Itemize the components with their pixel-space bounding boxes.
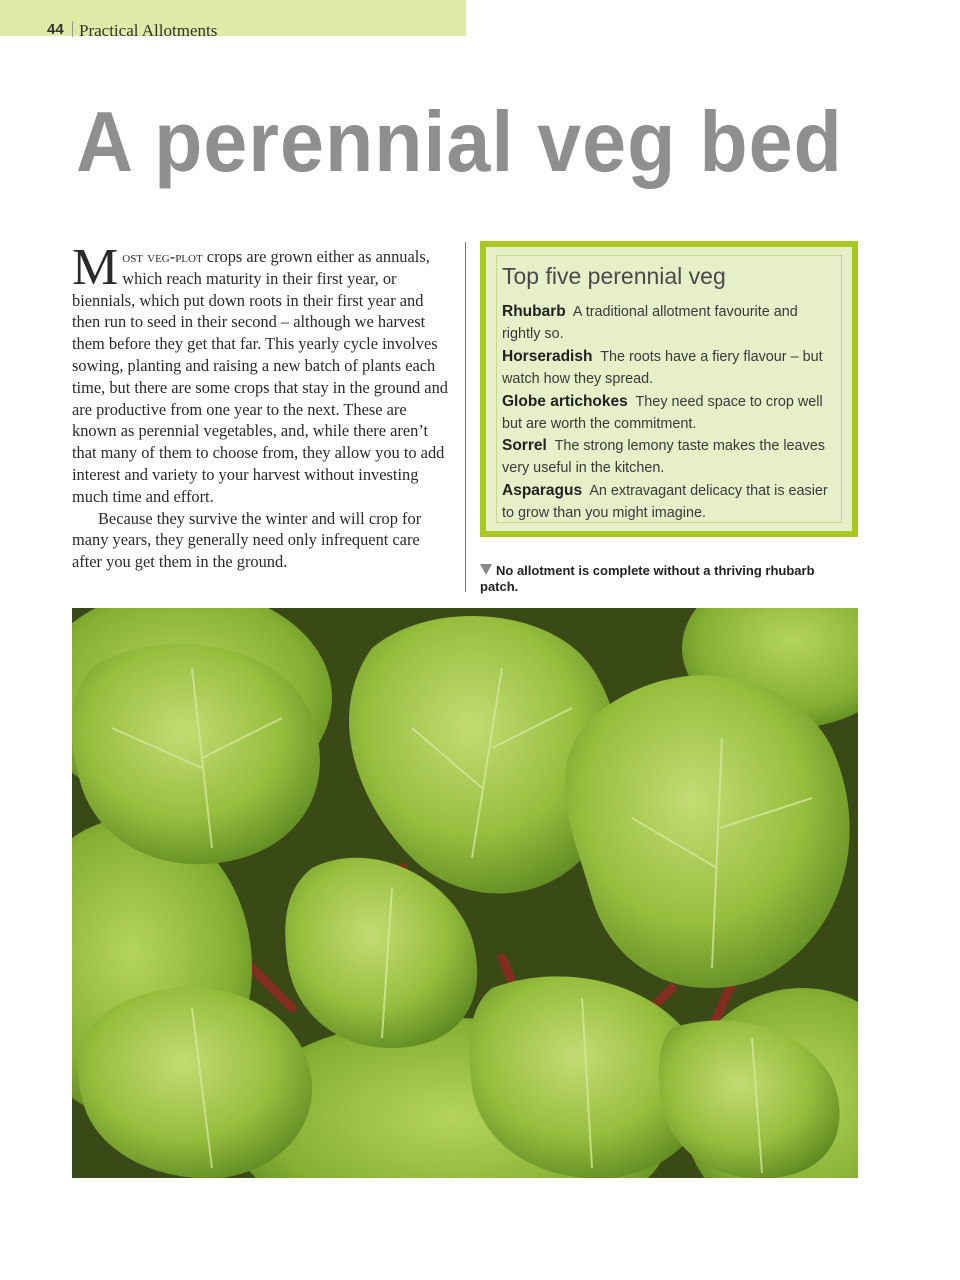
sidebar-item [502, 346, 838, 391]
sidebar-item-name: Asparagus [502, 482, 583, 500]
sidebar-item-name: Sorrel [502, 437, 547, 455]
header-separator [72, 21, 73, 37]
article-title: A perennial veg bed [76, 93, 843, 190]
sidebar-item-text: A traditional allotment favourite and rightly so. [502, 304, 798, 342]
sidebar-item [502, 391, 838, 436]
lead-in: ost veg-plot [122, 247, 203, 266]
sidebar-title: Top five perennial veg [502, 263, 726, 289]
paragraph-1-text: crops are grown either as annuals, which reach maturity in their first year, or biennials, which put down roots in their first year and then run to seed in their second – although we harvest them before they get that far. This yearly cycle involves sowing, planting and raising a new batch of plants each time, but there are some crops that stay in the ground and are productive from one year to the next. These are known as perennial vegetables, and, while there aren’t that many of them to choose from, they allow you to add interest and variety to your harvest without investing much time and effort. [72, 247, 448, 506]
section-name: Practical Allotments [79, 21, 218, 40]
sidebar-list [502, 301, 838, 525]
page-number: 44 [47, 21, 64, 38]
sidebar-item-text: The strong lemony taste makes the leaves very useful in the kitchen. [502, 438, 825, 477]
caption-text: No allotment is complete without a thriving rhubarb patch. [480, 563, 815, 594]
paragraph-2: Because they survive the winter and will crop for many years, they generally need only infrequent care after you get them in the ground. [72, 508, 422, 572]
photo-caption [480, 563, 840, 595]
sidebar-item [502, 480, 838, 525]
caption-arrow-icon [480, 564, 492, 575]
header-band [0, 0, 466, 36]
column-rule [465, 242, 466, 592]
sidebar-box [480, 241, 858, 537]
sidebar-item-text: The roots have a fiery flavour – but watch how they spread. [502, 348, 823, 387]
sidebar-item-name: Rhubarb [502, 303, 566, 320]
dropcap: M [72, 239, 119, 296]
sidebar-item-name: Horseradish [502, 347, 593, 365]
body-text [72, 239, 452, 573]
sidebar-item-name: Globe artichokes [502, 392, 628, 410]
sidebar-item [502, 435, 838, 480]
sidebar-item-text: They need space to crop well but are worth the commitment. [502, 393, 823, 432]
paragraph-1 [72, 239, 452, 508]
rhubarb-photo [72, 608, 858, 1178]
rhubarb-leaves-illustration [72, 608, 858, 1178]
sidebar-item [502, 301, 838, 346]
sidebar-item-text: An extravagant delicacy that is easier to grow than you might imagine. [502, 483, 828, 522]
